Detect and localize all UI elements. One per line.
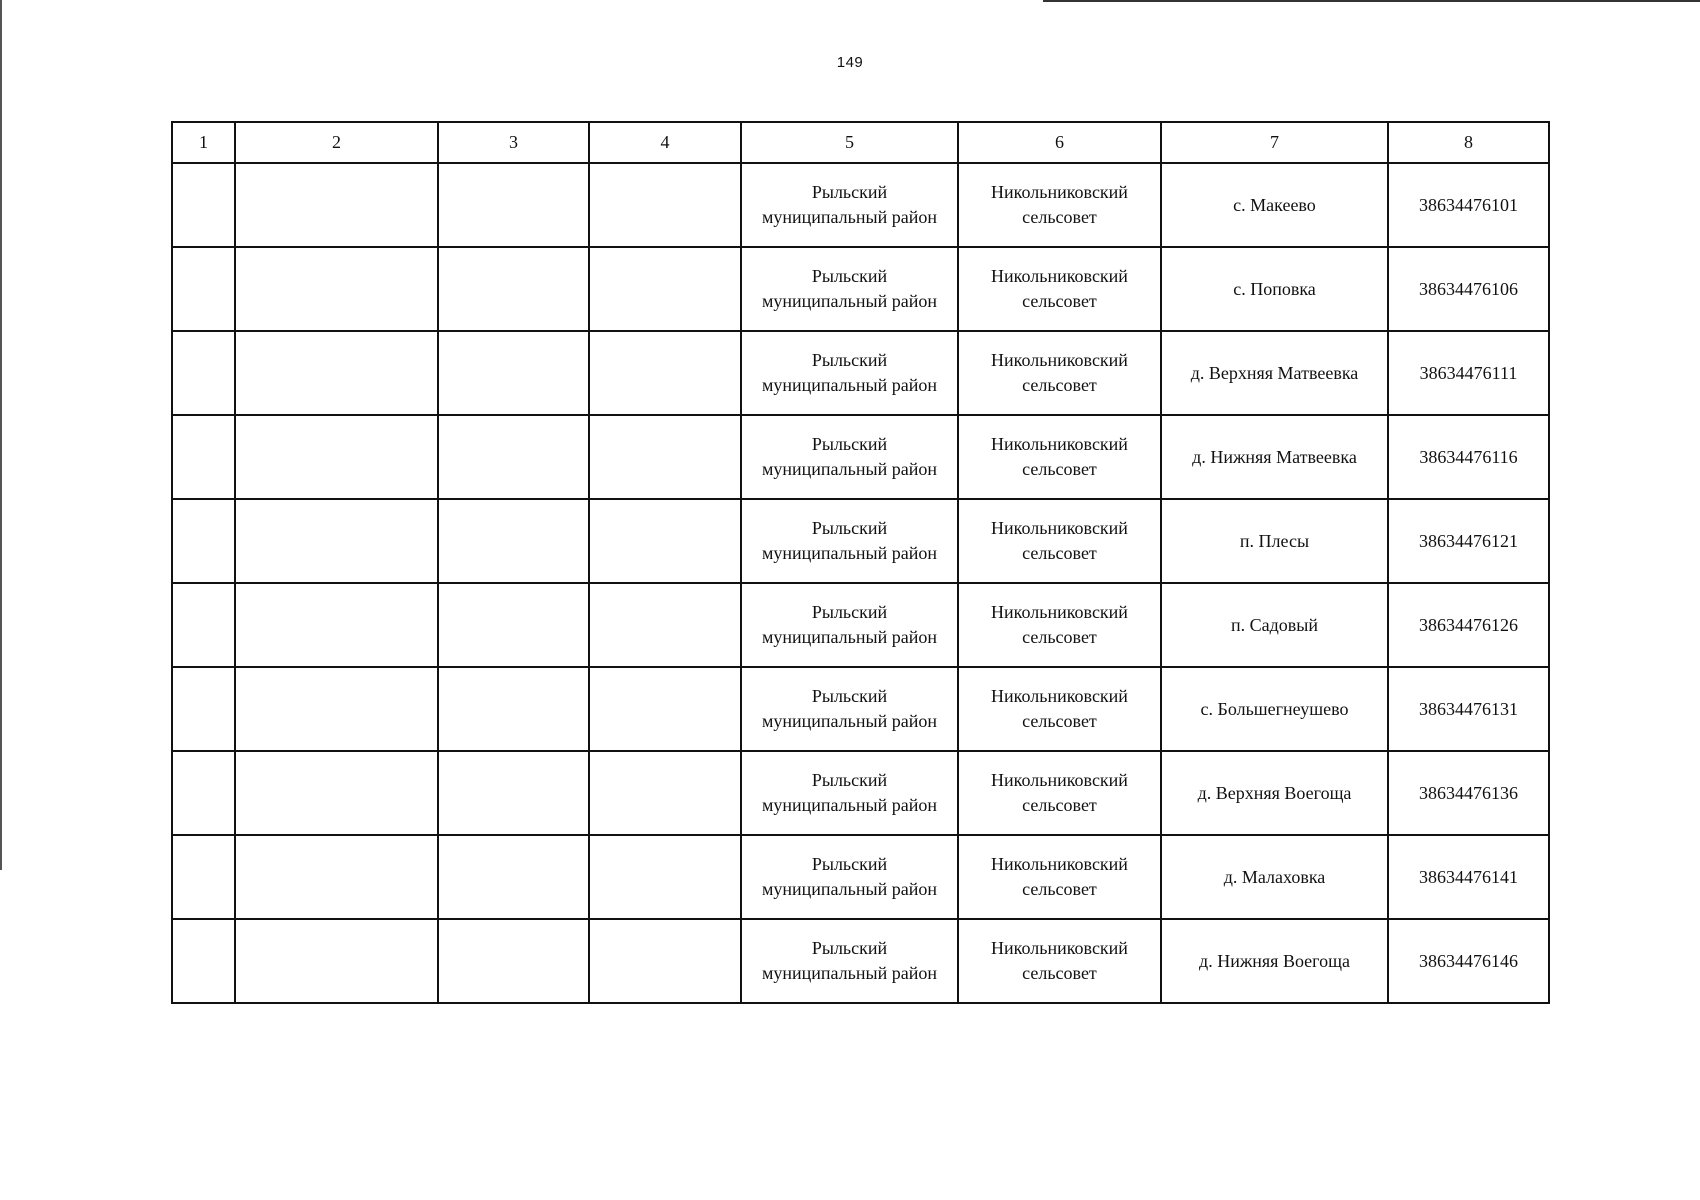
- empty-cell-col-1: [172, 667, 235, 751]
- empty-cell-col-3: [438, 415, 589, 499]
- council-cell-line-1: Никольниковский: [991, 434, 1128, 454]
- locality-cell: п. Садовый: [1161, 583, 1388, 667]
- empty-cell-col-1: [172, 415, 235, 499]
- district-cell: [741, 331, 958, 415]
- column-header-5: 5: [741, 122, 958, 163]
- empty-cell-col-3: [438, 667, 589, 751]
- empty-cell-col-1: [172, 331, 235, 415]
- empty-cell-col-1: [172, 919, 235, 1003]
- code-cell: 38634476126: [1388, 583, 1549, 667]
- district-cell: [741, 583, 958, 667]
- locality-cell: с. Поповка: [1161, 247, 1388, 331]
- empty-cell-col-2: [235, 919, 438, 1003]
- council-cell: [958, 835, 1161, 919]
- council-cell-line-1: Никольниковский: [991, 518, 1128, 538]
- council-cell-line-1: Никольниковский: [991, 854, 1128, 874]
- district-cell: [741, 415, 958, 499]
- scan-left-edge-line: [0, 0, 2, 870]
- district-cell-line-2: муниципальный район: [761, 711, 937, 731]
- district-cell-line-2: муниципальный район: [761, 207, 937, 227]
- district-cell: [741, 751, 958, 835]
- locality-cell: с. Макеево: [1161, 163, 1388, 247]
- empty-cell-col-1: [172, 163, 235, 247]
- locality-cell: д. Нижняя Матвеевка: [1161, 415, 1388, 499]
- code-cell: 38634476111: [1388, 331, 1549, 415]
- district-cell: [741, 835, 958, 919]
- empty-cell-col-1: [172, 835, 235, 919]
- district-cell-line-2: муниципальный район: [761, 963, 937, 983]
- empty-cell-col-3: [438, 247, 589, 331]
- council-cell-line-2: сельсовет: [1022, 627, 1097, 647]
- district-cell-line-1: Рыльский: [811, 938, 888, 958]
- district-cell: [741, 667, 958, 751]
- code-cell: 38634476141: [1388, 835, 1549, 919]
- table-row: [172, 331, 1549, 415]
- district-cell: [741, 163, 958, 247]
- locality-cell: п. Плесы: [1161, 499, 1388, 583]
- council-cell: [958, 667, 1161, 751]
- empty-cell-col-4: [589, 163, 741, 247]
- council-cell-line-2: сельсовет: [1022, 711, 1097, 731]
- code-cell: 38634476101: [1388, 163, 1549, 247]
- empty-cell-col-4: [589, 667, 741, 751]
- district-cell-line-2: муниципальный район: [761, 459, 937, 479]
- council-cell-line-2: сельсовет: [1022, 543, 1097, 563]
- council-cell-line-1: Никольниковский: [991, 182, 1128, 202]
- table-row: [172, 247, 1549, 331]
- council-cell-line-1: Никольниковский: [991, 938, 1128, 958]
- empty-cell-col-2: [235, 835, 438, 919]
- table-row: [172, 919, 1549, 1003]
- council-cell: [958, 331, 1161, 415]
- council-cell: [958, 163, 1161, 247]
- district-cell-line-1: Рыльский: [811, 770, 888, 790]
- empty-cell-col-2: [235, 667, 438, 751]
- page-number: 149: [836, 54, 864, 71]
- table-row: [172, 751, 1549, 835]
- table-row: [172, 499, 1549, 583]
- column-header-4: 4: [589, 122, 741, 163]
- empty-cell-col-3: [438, 835, 589, 919]
- empty-cell-col-2: [235, 331, 438, 415]
- empty-cell-col-2: [235, 415, 438, 499]
- empty-cell-col-1: [172, 499, 235, 583]
- table-row: [172, 667, 1549, 751]
- empty-cell-col-4: [589, 751, 741, 835]
- district-cell-line-1: Рыльский: [811, 434, 888, 454]
- column-header-2: 2: [235, 122, 438, 163]
- scan-top-edge-line: [1043, 0, 1700, 2]
- empty-cell-col-4: [589, 835, 741, 919]
- header-row: [172, 122, 1549, 163]
- locality-cell: д. Малаховка: [1161, 835, 1388, 919]
- column-header-3: 3: [438, 122, 589, 163]
- council-cell-line-2: сельсовет: [1022, 375, 1097, 395]
- empty-cell-col-3: [438, 583, 589, 667]
- locality-cell: д. Верхняя Воегоща: [1161, 751, 1388, 835]
- empty-cell-col-4: [589, 247, 741, 331]
- district-cell-line-1: Рыльский: [811, 686, 888, 706]
- district-cell: [741, 919, 958, 1003]
- table-row: [172, 583, 1549, 667]
- locality-cell: д. Верхняя Матвеевка: [1161, 331, 1388, 415]
- code-cell: 38634476106: [1388, 247, 1549, 331]
- empty-cell-col-1: [172, 751, 235, 835]
- district-cell-line-2: муниципальный район: [761, 795, 937, 815]
- district-cell-line-1: Рыльский: [811, 602, 888, 622]
- council-cell-line-2: сельсовет: [1022, 795, 1097, 815]
- code-cell: 38634476121: [1388, 499, 1549, 583]
- council-cell-line-1: Никольниковский: [991, 686, 1128, 706]
- column-header-7: 7: [1161, 122, 1388, 163]
- district-cell-line-2: муниципальный район: [761, 543, 937, 563]
- council-cell: [958, 247, 1161, 331]
- table-row: [172, 163, 1549, 247]
- council-cell-line-2: сельсовет: [1022, 879, 1097, 899]
- empty-cell-col-2: [235, 751, 438, 835]
- district-cell-line-2: муниципальный район: [761, 627, 937, 647]
- locality-cell: д. Нижняя Воегоща: [1161, 919, 1388, 1003]
- council-cell-line-2: сельсовет: [1022, 291, 1097, 311]
- council-cell-line-1: Никольниковский: [991, 350, 1128, 370]
- district-cell-line-1: Рыльский: [811, 518, 888, 538]
- empty-cell-col-4: [589, 415, 741, 499]
- empty-cell-col-4: [589, 499, 741, 583]
- district-cell-line-1: Рыльский: [811, 266, 888, 286]
- council-cell: [958, 583, 1161, 667]
- table-body: [172, 163, 1549, 1003]
- district-cell-line-1: Рыльский: [811, 350, 888, 370]
- council-cell-line-2: сельсовет: [1022, 207, 1097, 227]
- empty-cell-col-2: [235, 163, 438, 247]
- council-cell-line-1: Никольниковский: [991, 770, 1128, 790]
- empty-cell-col-1: [172, 583, 235, 667]
- column-header-1: 1: [172, 122, 235, 163]
- empty-cell-col-1: [172, 247, 235, 331]
- council-cell: [958, 919, 1161, 1003]
- document-table: [171, 121, 1550, 1004]
- column-header-8: 8: [1388, 122, 1549, 163]
- empty-cell-col-4: [589, 331, 741, 415]
- code-cell: 38634476146: [1388, 919, 1549, 1003]
- council-cell-line-1: Никольниковский: [991, 602, 1128, 622]
- code-cell: 38634476136: [1388, 751, 1549, 835]
- code-cell: 38634476131: [1388, 667, 1549, 751]
- council-cell-line-1: Никольниковский: [991, 266, 1128, 286]
- district-cell-line-2: муниципальный район: [761, 879, 937, 899]
- district-cell: [741, 247, 958, 331]
- council-cell: [958, 415, 1161, 499]
- empty-cell-col-3: [438, 751, 589, 835]
- code-cell: 38634476116: [1388, 415, 1549, 499]
- district-cell-line-1: Рыльский: [811, 854, 888, 874]
- empty-cell-col-2: [235, 499, 438, 583]
- empty-cell-col-2: [235, 583, 438, 667]
- table-row: [172, 415, 1549, 499]
- district-cell: [741, 499, 958, 583]
- empty-cell-col-3: [438, 919, 589, 1003]
- district-cell-line-2: муниципальный район: [761, 291, 937, 311]
- district-cell-line-2: муниципальный район: [761, 375, 937, 395]
- council-cell: [958, 751, 1161, 835]
- council-cell-line-2: сельсовет: [1022, 963, 1097, 983]
- empty-cell-col-3: [438, 499, 589, 583]
- empty-cell-col-4: [589, 583, 741, 667]
- council-cell-line-2: сельсовет: [1022, 459, 1097, 479]
- table-row: [172, 835, 1549, 919]
- empty-cell-col-3: [438, 163, 589, 247]
- empty-cell-col-3: [438, 331, 589, 415]
- empty-cell-col-4: [589, 919, 741, 1003]
- district-cell-line-1: Рыльский: [811, 182, 888, 202]
- council-cell: [958, 499, 1161, 583]
- locality-cell: с. Большегнеушево: [1161, 667, 1388, 751]
- table-header: [172, 122, 1549, 163]
- column-header-6: 6: [958, 122, 1161, 163]
- empty-cell-col-2: [235, 247, 438, 331]
